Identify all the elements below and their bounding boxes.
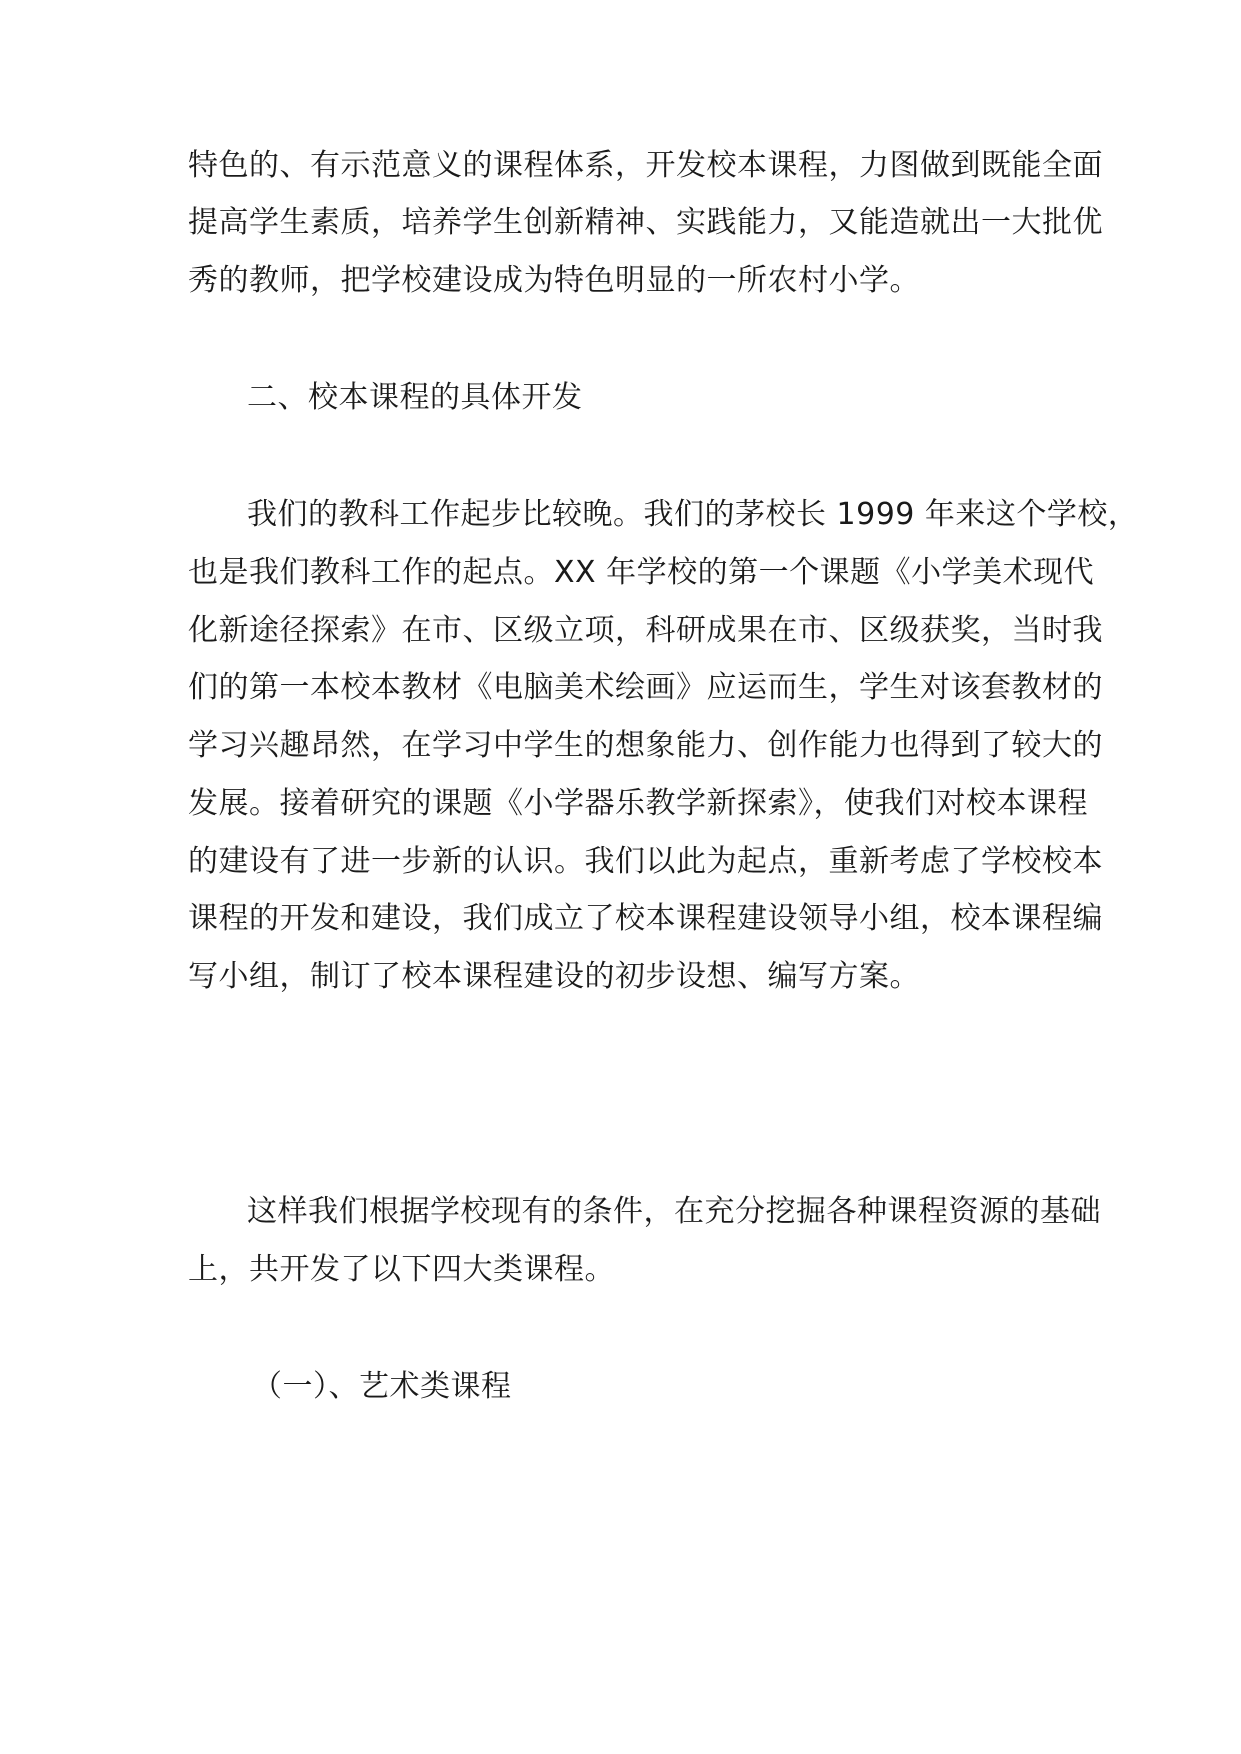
paragraph-line: 们的第一本校本教材《电脑美术绘画》应运而生，学生对该套教材的 [188, 670, 1103, 705]
paragraph-line: 提高学生素质，培养学生创新精神、实践能力，又能造就出一大批优 [188, 205, 1103, 240]
paragraph-line: 秀的教师，把学校建设成为特色明显的一所农村小学。 [188, 263, 920, 298]
paragraph-line: 化新途径探索》在市、区级立项，科研成果在市、区级获奖，当时我 [188, 613, 1103, 648]
paragraph-line: 上，共开发了以下四大类课程。 [188, 1252, 615, 1287]
paragraph-line: 这样我们根据学校现有的条件，在充分挖掘各种课程资源的基础 [247, 1194, 1101, 1229]
paragraph-line: 也是我们教科工作的起点。XX 年学校的第一个课题《小学美术现代 [188, 555, 1095, 590]
paragraph-line: 课程的开发和建设，我们成立了校本课程建设领导小组，校本课程编 [188, 901, 1103, 936]
paragraph-line: 发展。接着研究的课题《小学器乐教学新探索》，使我们对校本课程 [188, 786, 1088, 821]
paragraph-line: 学习兴趣昂然，在学习中学生的想象能力、创作能力也得到了较大的 [188, 728, 1103, 763]
paragraph-line: 写小组，制订了校本课程建设的初步设想、编写方案。 [188, 959, 920, 994]
paragraph-line: 我们的教科工作起步比较晚。我们的茅校长 1999 年来这个学校， [247, 497, 1139, 532]
paragraph-line: 的建设有了进一步新的认识。我们以此为起点，重新考虑了学校校本 [188, 844, 1103, 879]
subsection-heading: （一）、艺术类课程 [252, 1369, 512, 1404]
section-heading: 二、校本课程的具体开发 [247, 380, 583, 415]
paragraph-line: 特色的、有示范意义的课程体系，开发校本课程，力图做到既能全面 [188, 148, 1103, 183]
